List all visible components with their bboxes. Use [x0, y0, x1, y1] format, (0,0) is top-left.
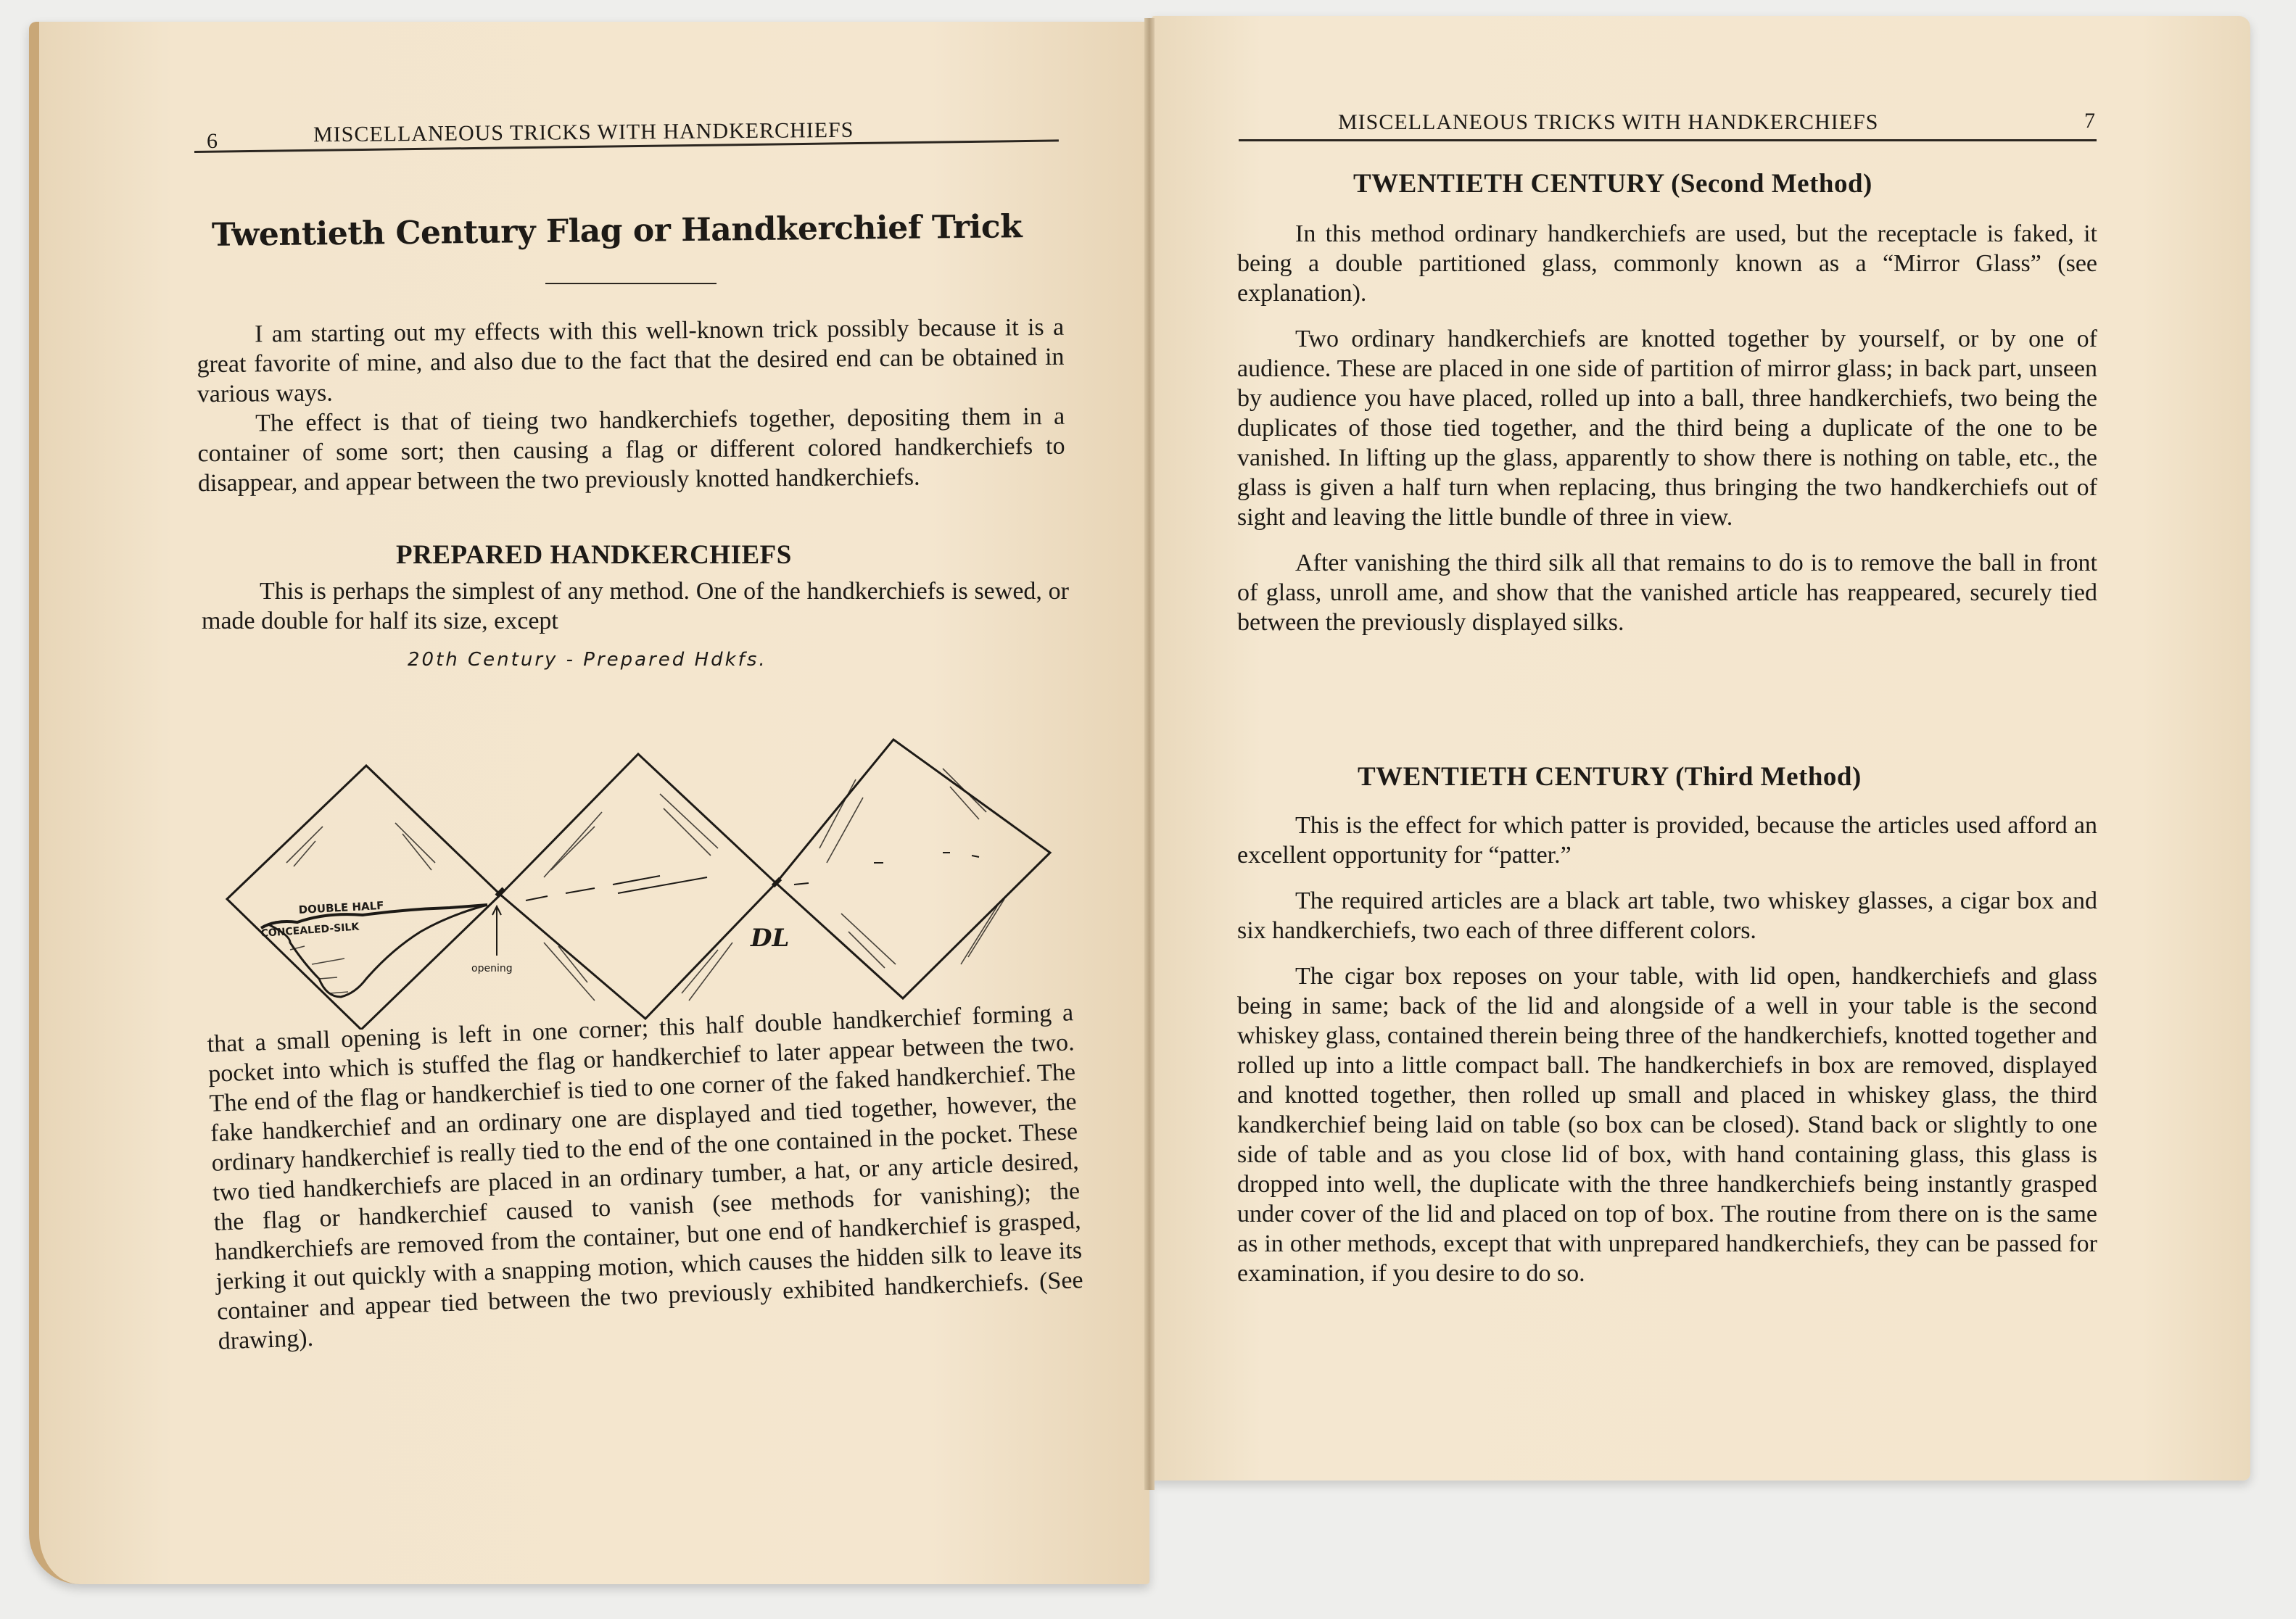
- intro-paragraph-2: The effect is that of tieing two handkerchiefs together, depositing them in a container of some sort; then causing a flag or different colored handkerchiefs to disappear, and appear between the two previously knotted handkerchiefs.: [197, 402, 1065, 497]
- right-handkerchief-outline: [776, 740, 1050, 998]
- intro-section: [197, 312, 1065, 498]
- label-double-half: DOUBLE HALF: [298, 898, 384, 916]
- prepared-paragraph: This is perhaps the simplest of any method. One of the handkerchiefs is sewed, or made double for half its size, except: [202, 578, 1069, 634]
- section-heading-second-method: TWENTIETH CENTURY (Second Method): [1353, 169, 1872, 199]
- section-heading-prepared: PREPARED HANDKERCHIEFS: [396, 540, 792, 570]
- second-method-section: [1237, 219, 2097, 637]
- title-divider: [545, 283, 717, 284]
- third-method-paragraph-2: The required articles are a black art table, two whiskey glasses, a cigar box and six handkerchiefs, two each of three different colors.: [1237, 887, 2097, 944]
- continuation-paragraph: that a small opening is left in one corner; this half double handkerchief forming a pocket into which is stuffed the flag or handkerchief to later appear between the two. The end of the flag or handkerchief is tied to one corner of the faked handkerchief. The fake handkerchief and an ordinary one are displayed and tied together, however, the ordinary handkerchief is really tied to the end of the one contained in the pocket. These two tied handkerchiefs are placed in an ordinary tumber, a hat, or any article desired, the flag or handkerchief caused to vanish (see methods for vanishing); the handkerchiefs are removed from the container, but one end of handkerchief is grasped, jerking it out quickly with a snapping motion, which causes the hidden silk to leave its container and appear tied between the two previously exhibited handkerchiefs. (See drawing).: [207, 999, 1084, 1355]
- figure-caption: 20th Century - Prepared Hdkfs.: [408, 649, 767, 671]
- right-running-head: MISCELLANEOUS TRICKS WITH HANDKERCHIEFS: [1338, 110, 1879, 134]
- third-method-paragraph-3: The cigar box reposes on your table, with lid open, handkerchiefs and glass being in same; back of the lid and alongside of a well in your table is the second whiskey glass, contained therein being three of the handkerchiefs, knotted together and rolled up into a little compact ball. The handkerchiefs in box are removed, displayed and knotted together, then rolled up small and placed in whiskey glass, the third kandkerchief being laid on table (so box can be closed). Stand back or slightly to one side of table and as you close lid of box, with hand containing glass, this glass is dropped into well, the duplicate with the three handkerchiefs being instantly grasped under cover of the lid and placed on top of box. The routine from there on is the same as in other methods, except that with unprepared handkerchiefs, they can be passed for examination, if you desire to do so.: [1237, 963, 2097, 1287]
- second-method-paragraph-1: In this method ordinary handkerchiefs are used, but the receptacle is faked, it being a double partitioned glass, commonly known as a “Mirror Glass” (see explanation).: [1237, 220, 2097, 307]
- page-title: Twentieth Century Flag or Handkerchief Trick: [211, 208, 1023, 254]
- continuation-section: [207, 998, 1085, 1356]
- third-method-section: [1237, 811, 2097, 1288]
- right-page-number: 7: [2084, 109, 2095, 133]
- handkerchief-diagram: [218, 725, 1088, 1030]
- left-running-head: MISCELLANEOUS TRICKS WITH HANDKERCHIEFS: [313, 117, 854, 147]
- artist-monogram: DL: [751, 924, 790, 953]
- intro-paragraph-1: I am starting out my effects with this well-known trick possibly because it is a great favorite of mine, and also due to the fact that the desired end can be obtained in various ways.: [197, 313, 1065, 408]
- concealed-silk-outline: [268, 905, 487, 997]
- middle-handkerchief-outline: [500, 754, 776, 1019]
- right-header-rule: [1239, 139, 2097, 141]
- label-opening: opening: [471, 963, 513, 974]
- left-page-number: 6: [207, 129, 218, 153]
- second-method-paragraph-2: Two ordinary handkerchiefs are knotted together by yourself, or by one of audience. These are placed in one side of partition of mirror glass; in back part, unseen by audience you have placed, rolled up into a ball, three handkerchiefs, two being the duplicates of those tied together, and the third being a duplicate of the one to be vanished. In lifting up the glass, apparently to show there is nothing on table, etc., the glass is given a half turn when replacing, thus bringing the two handkerchiefs out of sight and leaving the little bundle of three in view.: [1237, 326, 2097, 531]
- section-heading-third-method: TWENTIETH CENTURY (Third Method): [1358, 762, 1862, 792]
- label-concealed-silk: CONCEALED-SILK: [260, 921, 360, 940]
- third-method-paragraph-1: This is the effect for which patter is provided, because the articles used afford an excellent opportunity for “patter.”: [1237, 812, 2097, 869]
- knot-left: [497, 889, 504, 896]
- prepared-handkerchief-outline: [227, 766, 500, 1030]
- book-gutter: [1144, 18, 1155, 1490]
- second-method-paragraph-3: After vanishing the third silk all that remains to do is to remove the ball in front of glass, unroll ame, and show that the vanished article has reappeared, securely tied between the previously displayed silks.: [1237, 550, 2097, 636]
